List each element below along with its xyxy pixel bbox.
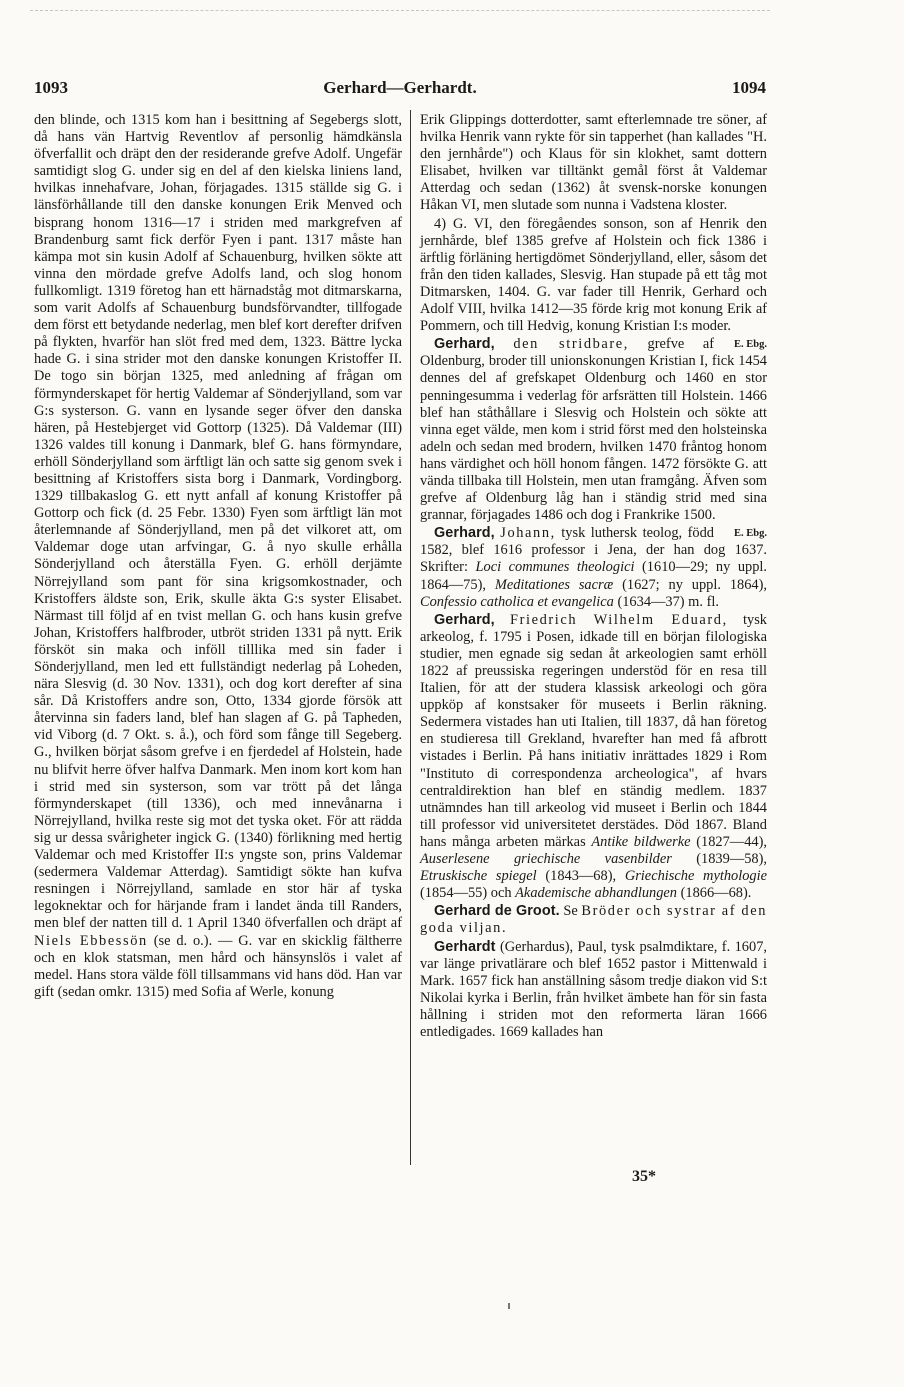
work-title: Antike bildwerke	[591, 833, 691, 850]
page-header	[34, 78, 766, 100]
entry-headword: Gerhard de Groot.	[434, 903, 560, 920]
work-title: Auserlesene griechische vasenbilder	[420, 851, 672, 868]
left-column	[34, 112, 402, 1001]
author-signature: E. Ebg.	[734, 339, 767, 351]
top-edge-rule	[30, 10, 770, 11]
entry-body: (1854—55) och	[420, 885, 512, 902]
entry-body: (Gerhardus), Paul, tysk psalmdiktare, f. 1607, var länge privatlärare och blef 1652 pastor i Mittenwald i Mark. 1657 fick han anställning såsom tredje diakon vid S:t Nikolai kyrka i Berlin, från hvilket ämbete han för sin fasta hållning i striden mot den reformerta läran 1666 entledigades. 1669 kallades han	[420, 938, 767, 1040]
work-title: Akademische abhandlungen	[515, 885, 677, 902]
entry-body: (1627; ny uppl. 1864),	[622, 576, 767, 593]
entry-body: (1827—44),	[696, 833, 767, 850]
work-title: Loci communes theologici	[475, 559, 635, 576]
author-signature: E. Ebg.	[734, 528, 767, 540]
entry-body: (1839—58),	[696, 851, 767, 868]
entry-headword: Gerhardt	[434, 938, 496, 955]
numbered-text: 4) G. VI, den föregåendes sonson, son af Henrik den jernhårde, blef 1385 grefve af Holstein och fick 1386 i ärftlig förläning hertigdömet Sönderjylland, eller, såsom det från den tiden kallades, Slesvig. Han stupade på ett tåg mot Ditmarsken, 1404. G. var fader till Henrik, Gerhard och Adolf VIII, hvilka 1412—35 förde krig mot konung Erik af Pommern, och till Hedvig, konung Kristian I:s moder.	[420, 215, 767, 335]
entry-body: Se	[563, 903, 578, 920]
left-name-spaced: Niels Ebbessön	[34, 932, 148, 949]
work-title: Confessio catholica et evangelica	[420, 593, 614, 610]
entry-headword: Gerhard,	[434, 611, 495, 628]
page-number-left: 1093	[34, 78, 68, 97]
entry-forename: Johann,	[500, 525, 556, 542]
entry-body: (1634—37) m. fl.	[617, 593, 719, 610]
left-paragraph	[34, 112, 402, 1001]
left-text-end: (se d. o.). — G. var en skicklig fältherre och en klok statsman, men hård och hänsynslös i valet af medel. Hans stora välde föll tillsammans vid hans död. Han var gift (sedan omkr. 1315) med Sofia af Werle, konung	[34, 932, 402, 1000]
entry-body: (1866—68).	[680, 885, 752, 902]
print-speck	[508, 1303, 510, 1309]
entry-gerhardt-paul	[420, 939, 767, 1042]
work-title: Etruskische spiegel	[420, 868, 537, 885]
right-column	[420, 112, 767, 1041]
cross-reference: Bröder och systrar af den goda viljan.	[420, 903, 767, 937]
entry-body: tysk luthersk teolog, född 1582, blef 1616 professor i Jena, der han dog 1637. Skrifter:	[420, 525, 767, 576]
entry-body: grefve af Oldenburg, broder till unionskonungen Kristian I, fick 1454 dennes del af grefskapet Oldenburg och 1460 en stor penningesumma i vederlag för arfsrätten till Holstein. 1466 blef han ståthållare i Slesvig och Holstein och sökte att vinna eget välde, men kom i strid först med den holsteinska adeln och sedan med brodern, hvilken 1470 fråntog honom hans värdighet och höll honom fången. 1472 försökte G. att vända tillbaka till Holstein, men utan framgång. Äfven som grefve af Oldenburg låg han i ständig strid med sina grannar, förjagades 1486 och dog i Frankrike 1500.	[420, 336, 767, 524]
entry-body: (1843—68),	[545, 868, 617, 885]
entry-body: tysk arkeolog, f. 1795 i Posen, idkade till en början filologiska studier, men egnade sig sedan åt arkeologien samt erhöll 1822 af preussiska regeringen understöd för en resa till Italien, för att der studera klassisk arkeologi och göra uppköp af konstsaker för museets i Berlin räkning. Sedermera vistades han uti Italien, till 1837, då han företog en studieresa till Grekland, hvarefter han med få afbrott vistades i Berlin. På hans initiativ inrättades 1829 i Rom "Instituto di correspondenza archeologica", af hvars centraldirektion han blef en ständig medlem. 1837 utnämndes han till arkeolog vid museet i Berlin och 1844 till professor vid universitetet derstädes. Död 1867. Bland hans många arbeten märkas	[420, 611, 767, 850]
running-title: Gerhard—Gerhardt.	[323, 78, 477, 97]
entry-body: (1610—29; ny uppl. 1864—75),	[420, 559, 768, 593]
entry-headword: Gerhard,	[434, 336, 495, 353]
entry-gerhard-de-groot	[420, 903, 767, 937]
work-title: Griechische mythologie	[624, 868, 767, 885]
entry-forename: Friedrich Wilhelm Eduard,	[509, 611, 728, 628]
left-text: den blinde, och 1315 kom han i besittning af Segebergs slott, då hans vän Hartvig Reventlov af personlig hämdkänsla öfverfallit och dräpt den der residerande grefve Adolf. Ungefär samtidigt slog G. under sig en del af den kielska liniens land, hvilkas innehafvare, Johan, förjagades. 1315 ställde sig G. i länsförhållande till den danske konungen Erik Menved och bisprang honom 1316—17 i striden med markgrefven af Brandenburg samt fick derför Fyen i pant. 1317 måste han kämpa mot sin kusin Adolf af Schauenburg, hvilken sökte att vinna den mördade grefve Adolfs land, och slog honom fullkomligt. 1319 företog han ett härnadståg mot ditmarskarna, som varit Adolfs af Schauenburg bundsförvandter, tillfogade dem först ett betydande nederlag, men blef kort derefter drifven på flykten, hvarför han slöt fred med dem, 1323. Bättre lycka hade G. i sina strider mot den danske konungen Kristoffer II. De togo sin början 1325, med anledning af frågan om förmynderskapet för hertig Valdemar af Sönderjylland, som var G:s systerson. G. vann en lysande seger öfver den danska hären, på Hestebjerget vid Gottorp (1325). Då Valdemar (III) 1326 valdes till konung i Danmark, blef G. hans förmyndare, erhöll Sönderjylland som ärftligt län och satte sig genom svek i besittning af Kristoffers sista borg i Danmark, Vordingborg. 1329 tillbakaslog G. ett nytt anfall af konung Kristoffer på Gottorp och fick (d. 25 Febr. 1330) Fyen som ärftligt län mot återlemnande af Sönderjylland, men på det vilkoret att, om Valdemar doge utan arfvingar, G. å nyo skulle erhålla Sönderjylland och återställa Fyen. G. erhöll derjämte Nörrejylland som pant för sina krigsomkostnader, och Kristoffers äldste son, Erik, skulle äkta G:s syster Elisabet. Närmast till följd af en tvist mellan G. och hans kusin grefve Johan, Kristoffers halfbroder, utbröt striden 1331 på nytt. Erik försköt sin maka och inföll tilllika med sin fader i Sönderjylland, men led ett fullständigt nederlag på Loheden, nära Slesvig (d. 30 Nov. 1331), och dog kort derefter af sina sår. Då Kristoffers andre son, Otto, 1334 gjorde försök att återvinna sin faders land, blef han slagen af G. på Tapheden, vid Viborg (d. 7 Okt. s. å.), och förd som fånge till Segeberg. G., hvilken börjat såsom grefve i en fjerdedel af Holstein, hade nu blifvit herre öfver halfva Danmark. Men inom kort kom han i strid med sin systerson, som var trött på det långa förmynderskapet (till 1336), och med innevånarna i Nörrejylland, hvilka reste sig mot det tyska oket. För att rädda sig ur dessa svårigheter ingick G. (1340) förlikning med hertig Valdemar och med Kristoffer II:s yngste son, prins Valdemar (sedermera Valdemar Atterdag). Samtidigt sökte han kufva resningen i Nörrejylland, samlade en stor här af tyska legoknektar och for härjande fram i landet ända till Randers, men blef der natten till d. 1 April 1340 öfverfallen och dräpt af	[34, 112, 402, 932]
entry-headword: Gerhard,	[434, 525, 495, 542]
column-divider	[410, 110, 411, 1165]
signature-mark: 35*	[632, 1168, 656, 1185]
work-title: Meditationes sacræ	[494, 576, 614, 593]
continuation-paragraph: Erik Glippings dotterdotter, samt efterlemnade tre söner, af hvilka Henrik vann rykte för sin tapperhet (han kallades "H. den jernhårde") och Klaus för sin klokhet, samt dottern Elisabet, hvilken var tilltänkt gemål först åt Valdemar Atterdag och sedan (1362) åt svensk-norske konungen Håkan VI, men slutade som nunna i Vadstena kloster.	[420, 112, 767, 214]
page-number-right: 1094	[732, 78, 766, 97]
entry-gerhard-johann	[420, 525, 767, 610]
entry-epithet: den stridbare,	[513, 336, 629, 353]
entry-gerhard-eduard	[420, 612, 767, 903]
